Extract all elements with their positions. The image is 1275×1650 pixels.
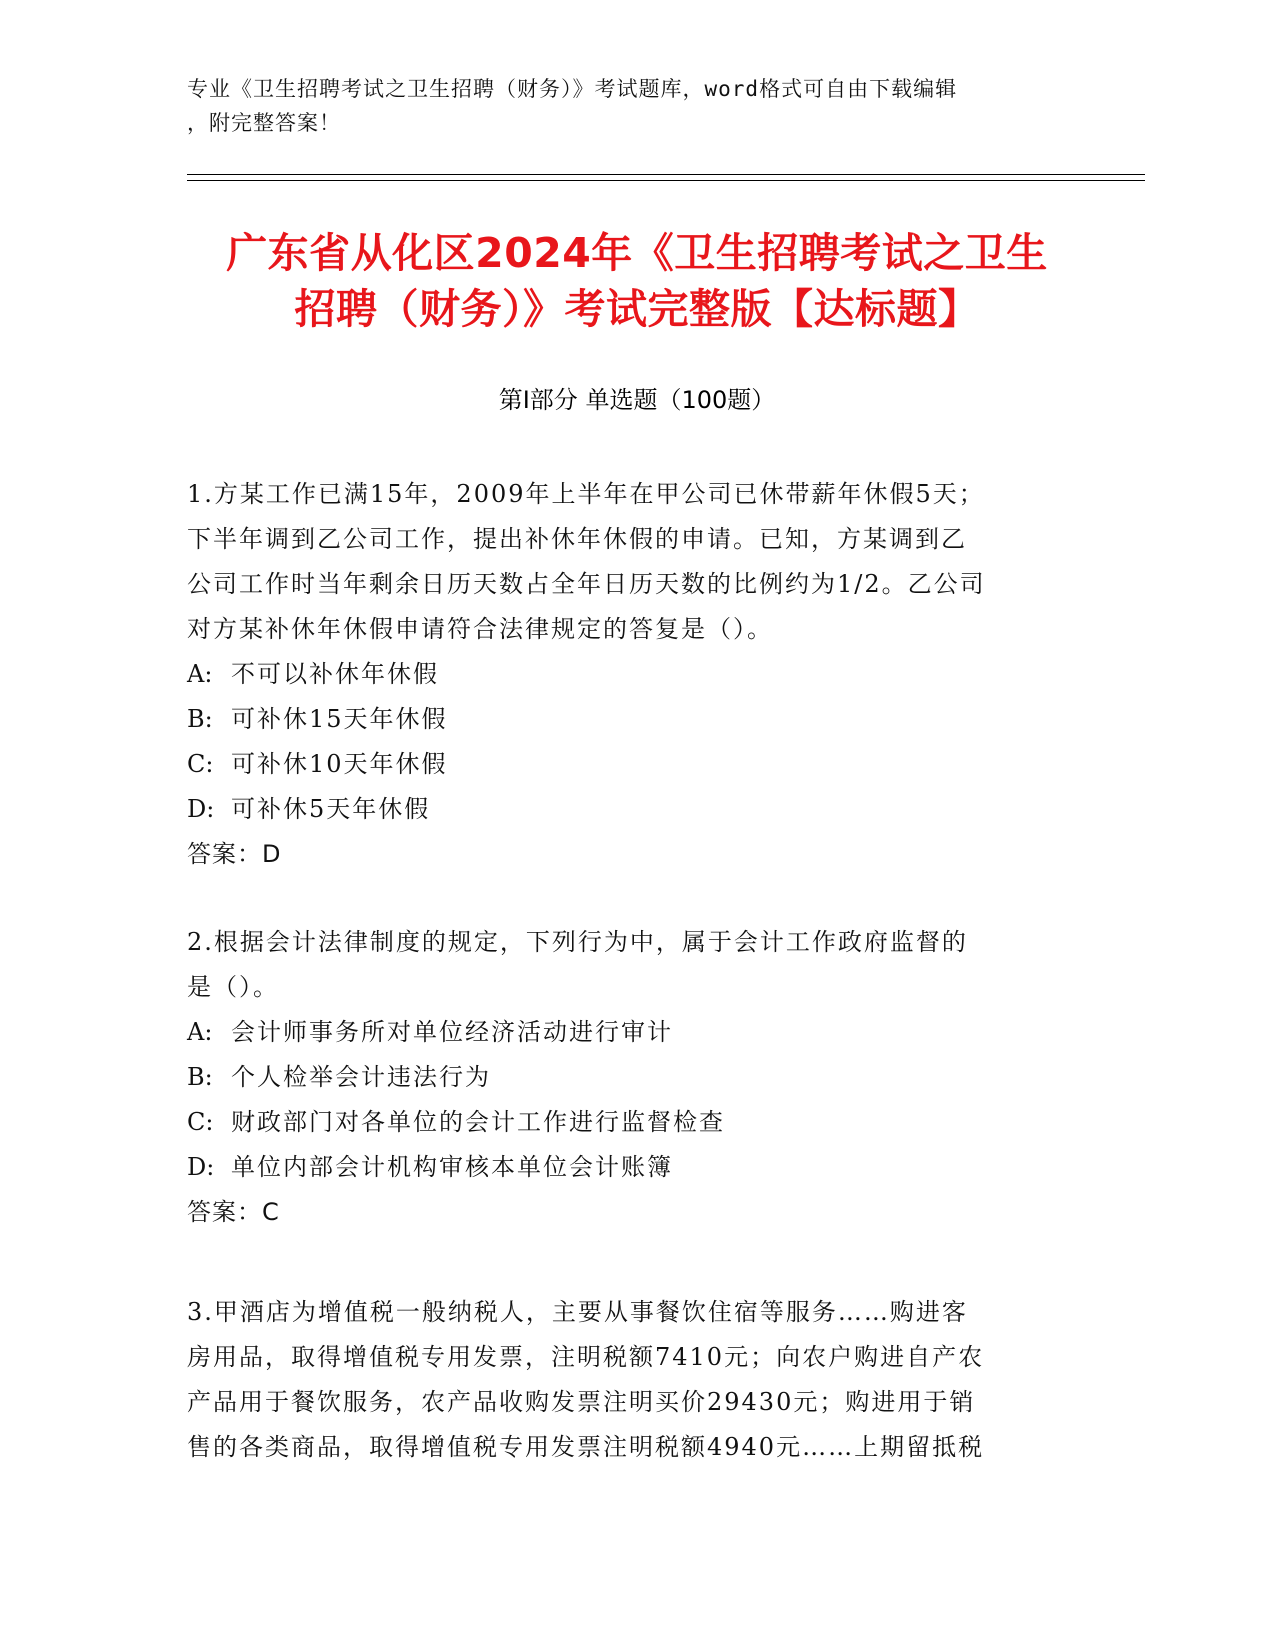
option-text: 不可以补休年休假 bbox=[231, 660, 439, 688]
option-key: C: bbox=[187, 1108, 214, 1136]
question-2 bbox=[187, 920, 1087, 1235]
option-text: 可补休15天年休假 bbox=[231, 705, 448, 733]
option-text: 会计师事务所对单位经济活动进行审计 bbox=[231, 1018, 673, 1046]
question-stem-line: 1.方某工作已满15年，2009年上半年在甲公司已休带薪年休假5天； bbox=[187, 480, 985, 508]
answer-line: 答案：C bbox=[187, 1198, 280, 1226]
option-d bbox=[187, 1145, 1087, 1190]
option-b bbox=[187, 1055, 1087, 1100]
document-title bbox=[187, 225, 1087, 337]
option-key: A: bbox=[187, 660, 213, 688]
option-a bbox=[187, 1010, 1087, 1055]
header-note-line-2: ，附完整答案！ bbox=[187, 111, 341, 135]
option-b bbox=[187, 697, 1087, 742]
answer-line: 答案：D bbox=[187, 840, 282, 868]
question-stem-line: 产品用于餐饮服务，农产品收购发票注明买价29430元；购进用于销 bbox=[187, 1388, 976, 1416]
question-stem-line: 是（）。 bbox=[187, 973, 279, 1001]
option-text: 可补休5天年休假 bbox=[231, 795, 431, 823]
section-heading: 第Ⅰ部分 单选题（100题） bbox=[498, 386, 776, 414]
question-stem-line: 公司工作时当年剩余日历天数占全年日历天数的比例约为1/2。乙公司 bbox=[187, 570, 986, 598]
option-key: B: bbox=[187, 705, 213, 733]
option-c bbox=[187, 1100, 1087, 1145]
question-stem-line: 2.根据会计法律制度的规定，下列行为中，属于会计工作政府监督的 bbox=[187, 928, 968, 956]
question-3 bbox=[187, 1290, 1087, 1470]
option-key: D: bbox=[187, 795, 215, 823]
question-1 bbox=[187, 472, 1087, 877]
question-stem-line: 房用品，取得增值税专用发票，注明税额7410元；向农户购进自产农 bbox=[187, 1343, 985, 1371]
question-stem-line: 对方某补休年休假申请符合法律规定的答复是（）。 bbox=[187, 615, 773, 643]
option-text: 可补休10天年休假 bbox=[231, 750, 448, 778]
option-key: D: bbox=[187, 1153, 215, 1181]
question-stem-line: 下半年调到乙公司工作，提出补休年休假的申请。已知，方某调到乙 bbox=[187, 525, 967, 553]
option-d bbox=[187, 787, 1087, 832]
header-divider-upper bbox=[187, 174, 1145, 175]
option-key: A: bbox=[187, 1018, 213, 1046]
option-text: 财政部门对各单位的会计工作进行监督检查 bbox=[231, 1108, 725, 1136]
document-title-line-1: 广东省从化区2024年《卫生招聘考试之卫生 bbox=[226, 229, 1048, 277]
question-stem-line: 3.甲酒店为增值税一般纳税人，主要从事餐饮住宿等服务……购进客 bbox=[187, 1298, 968, 1326]
question-stem-line: 售的各类商品，取得增值税专用发票注明税额4940元……上期留抵税 bbox=[187, 1433, 985, 1461]
document-title-line-2: 招聘（财务）》考试完整版【达标题】 bbox=[294, 285, 980, 333]
option-text: 个人检举会计违法行为 bbox=[231, 1063, 491, 1091]
option-c bbox=[187, 742, 1087, 787]
option-key: B: bbox=[187, 1063, 213, 1091]
option-a bbox=[187, 652, 1087, 697]
option-text: 单位内部会计机构审核本单位会计账簿 bbox=[231, 1153, 673, 1181]
header-note-line-1: 专业《卫生招聘考试之卫生招聘（财务）》考试题库，word格式可自由下载编辑 bbox=[187, 77, 958, 101]
header-note bbox=[187, 72, 1067, 140]
header-divider-lower bbox=[187, 180, 1145, 181]
option-key: C: bbox=[187, 750, 214, 778]
